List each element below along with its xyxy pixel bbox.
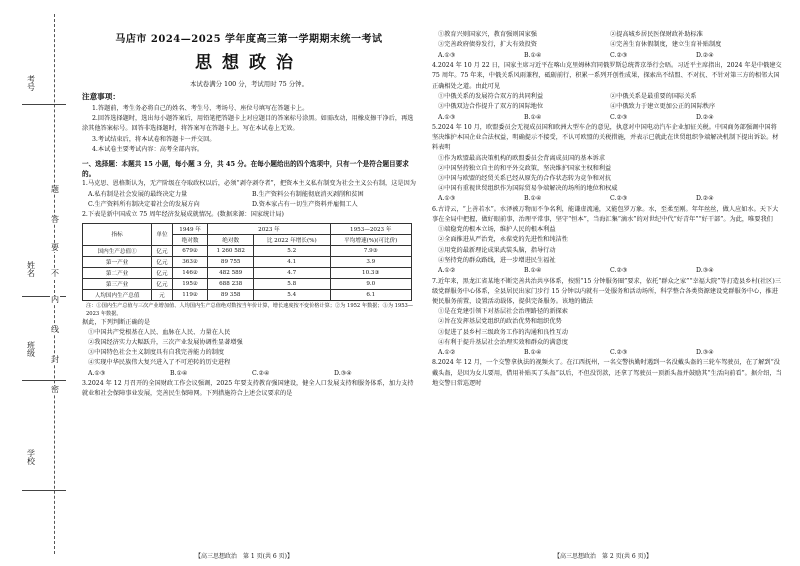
q1-option-d[interactable]: D.资本家占有一切生产资料并雇佣工人 [252, 201, 358, 209]
table-cell: 10.3③ [330, 267, 411, 278]
class-line[interactable] [22, 380, 66, 381]
school-label: 学校 [27, 449, 35, 466]
q6-choice-a[interactable]: A.①② [438, 267, 456, 275]
table-cell: 1 260 582 [208, 245, 254, 256]
q5-choices [432, 194, 782, 204]
table-row [83, 278, 412, 289]
subject-title: 思想政治 [195, 53, 303, 73]
q7-choices [432, 348, 782, 358]
note-item: 1.答题前，考生务必将自己的姓名、考生号、考场号、座位号填写在答题卡上。 [92, 105, 309, 112]
q6-stem: 6.古诗云，“上善若水”。水泽被万物而不争名利，能谦虚流通，又能包罗万象。水，至柔至刚。年年丝丝，做人应如水。天下大事在全局中把握，做好眼前事，治理平常事，坚守“恒本”，当海汇集“滴水”的对世纪中代“好青年”“好干部”。为此，唯要我们 [432, 205, 779, 224]
table-cell: 亿元 [152, 245, 173, 256]
q3-choice-b[interactable]: B.①④ [524, 51, 542, 59]
q5-choice-c[interactable]: C.②③ [610, 195, 628, 203]
table-cell: 第二产业 [83, 267, 152, 278]
seal-char: 不 [51, 269, 59, 278]
q7-statement: ①是在党建引领下对基层社会治理路径的新探索 [438, 308, 568, 316]
q2-table [82, 223, 412, 301]
seal-char: 线 [51, 325, 59, 334]
page-footer: 【高三思想政治 第 1 页(共 6 页)】 [195, 553, 293, 560]
q3-statement: ③完善政府债券发行，扩大有效投资 [438, 41, 537, 49]
q7-stem: 7.近年来，黑龙江省某地不断完善共治共享体系，按照“15 分钟服务圈”要求，依托“群众之家”“幸福大院”等打造县乡村(社区)三级党群服务中心体系，全县居民出家门步行 15 分钟以内就有一处服务和活动场所，科学整合各类资源建设党群服务中心，推进便民服务前置，设置活动载体，提供完备服务。该地的做法 [432, 277, 781, 305]
table-cell: 4.1 [253, 256, 330, 267]
table-row [83, 256, 412, 267]
q2-choice-b[interactable]: B.①④ [170, 369, 188, 377]
th-indicator: 指标 [83, 223, 152, 245]
seal-char: 封 [51, 355, 59, 364]
th-abs-1949: 绝对数 [172, 234, 208, 245]
q8-stem: 8.2024 年 12 月，一个交警拿执法的视频火了。在江西抚州，一名交警执勤时遇到一名没戴头盔的三轮车驾驶员，在了解到“没戴头盔，是因为女儿要用，借用补贴买了头盔”以后，不但没罚款，还拿了驾驶员一顶新头盔并鼓励其“生活向前看”。据介绍，当地交警日常巡逻时 [432, 359, 782, 387]
th-avg-growth: 平均增速(%)(可比价) [330, 234, 411, 245]
table-cell: 688 238 [208, 278, 254, 289]
q3-statement: ①教育兴则国家兴，教育强则国家强 [438, 31, 537, 38]
table-cell: 195② [172, 278, 208, 289]
q2-choices [82, 369, 416, 379]
table-cell: 9.0 [330, 278, 411, 289]
seal-char: 密 [51, 385, 59, 394]
q2-statement: ①中国共产党根基在人民、血脉在人民、力量在人民 [88, 328, 231, 336]
seal-char: 题 [51, 185, 59, 194]
exam-meta: 本试卷满分 100 分，考试用时 75 分钟。 [190, 80, 308, 88]
student-no-label: 考号 [27, 75, 35, 92]
q3-statements-row [432, 30, 782, 40]
q2-statement: ③中国特色社会主义制度具有自我完善能力的制度 [88, 349, 225, 357]
q2-choice-a[interactable]: A.①③ [88, 369, 106, 377]
seal-dashed-line [54, 14, 55, 554]
q1-options-row [82, 190, 416, 200]
table-cell: 89 358 [208, 289, 254, 300]
q6-statement: ②全面推进从严治党，永葆党的先进性和纯洁性 [438, 236, 568, 244]
table-cell: 146② [172, 267, 208, 278]
note-item: 4.本试卷主要考试内容：高考全部内容。 [92, 145, 204, 153]
q4-stem: 4.2024 年 10 月 22 日，国家主席习近平在喀山克里姆林宫同俄罗斯总统普京举行会晤。习近平主席指出，2024 年是中俄建交 75 周年。75 年来，中俄关系风雨兼程，砥砺前行，积累一系列开创性成果，探索出不结盟、不对抗、不针对第三方的相邻大国正确相处之道。由此可见 [432, 62, 782, 90]
table-cell: 89 755 [208, 256, 254, 267]
table-cell: 482 589 [208, 267, 254, 278]
table-cell: 亿元 [152, 256, 173, 267]
q4-choice-d[interactable]: D.②④ [696, 113, 714, 121]
q4-statements-row [432, 102, 782, 112]
q4-choice-c[interactable]: C.②③ [610, 113, 628, 121]
q5-statement: ④中国有重视世贸组织作为国际贸易争端解决的场所的地位和权威 [438, 185, 618, 193]
seal-char: 内 [51, 295, 59, 304]
q2-choice-d[interactable]: D.③④ [334, 369, 352, 377]
q3-statement: ②提高城乡居民医保财政补助标准 [610, 31, 703, 38]
table-header-row [83, 223, 412, 234]
q5-statement: ①作为欧盟最高决策机构的欧盟委员会背离成员国的基本诉求 [438, 154, 606, 162]
q1-stem: 1.马克思、恩格斯认为，无产阶级在夺取政权以后，必须“剥夺剥夺者”，把资本主义私有制变为社会主义公有制，这是因为 [82, 180, 416, 188]
table-note: 注：①国内生产总值与三次产业增加值、人均国内生产总值绝对数按当年价计算，增长速度按不变价格计算；②为 1952 年数据；③为 1953—2023 年数据。 [86, 302, 414, 317]
q6-statement: ③用党的最新理论成果武装头脑，指导行动 [438, 246, 556, 254]
table-cell: 元 [152, 289, 173, 300]
th-1953-2023: 1953—2023 年 [330, 223, 411, 234]
school-line[interactable] [22, 490, 66, 491]
q2-lead: 据此，下列判断正确的是 [82, 318, 151, 326]
q6-statement: ④坚持党的群众路线，进一步增进民生福祉 [438, 256, 556, 264]
th-growth: 比 2022 年增长(%) [253, 234, 330, 245]
q6-choice-c[interactable]: C.②③ [610, 267, 628, 275]
q7-choice-a[interactable]: A.①② [438, 348, 456, 356]
q7-choice-d[interactable]: D.③④ [696, 348, 714, 356]
q4-choice-b[interactable]: B.①④ [524, 113, 542, 121]
note-item: 2.回答选择题时，选出每小题答案后，用铅笔把答题卡上对应题目的答案标号涂黑。如需改动，用橡皮擦干净后，再选涂其他答案标号。回答非选择题时，将答案写在答题卡上。写在本试卷上无效。 [82, 115, 414, 133]
q1-options-row [82, 200, 416, 210]
binding-strip [0, 0, 70, 566]
q2-statement: ②我国经济实力大幅跃升，三次产业发展协调性显著增强 [88, 339, 243, 347]
page-2 [424, 0, 800, 566]
note-item: 3.考试结束后，将本试卷和答题卡一并交回。 [92, 135, 216, 143]
table-cell: 亿元 [152, 267, 173, 278]
seal-char: 答 [51, 215, 59, 224]
q4-statement: ②中俄关系是最重要的国际关系 [610, 92, 697, 100]
table-cell: 亿元 [152, 278, 173, 289]
q4-choice-a[interactable]: A.①③ [438, 113, 456, 121]
table-row [83, 289, 412, 300]
q5-choice-a[interactable]: A.①③ [438, 195, 456, 203]
table-row [83, 245, 412, 256]
table-cell: 6.1 [330, 289, 411, 300]
q6-choice-d[interactable]: D.③④ [696, 267, 714, 275]
seal-char: 要 [51, 243, 59, 252]
page-footer: 【高三思想政治 第 2 页(共 6 页)】 [554, 553, 652, 560]
q4-statement: ①中俄关系的发展符合双方的共同利益 [438, 92, 544, 100]
q4-choices [432, 113, 782, 123]
q4-statements-row [432, 92, 782, 102]
table-row [83, 267, 412, 278]
q5-choice-d[interactable]: D.②④ [696, 195, 714, 203]
th-unit: 单位 [152, 223, 173, 245]
q5-statement: ②中国坚持独立自主的和平外交政策，坚决维护国家主权和利益 [438, 164, 612, 172]
q6-choices [432, 266, 782, 276]
q3-statements-row [432, 40, 782, 50]
q4-statement: ④中俄致力于建立更加公正的国际秩序 [610, 103, 716, 111]
q1-option-c[interactable]: C.生产资料所有制决定着社会的发展方向 [88, 201, 200, 209]
table-cell: 119② [172, 289, 208, 300]
q6-choice-b[interactable]: B.①④ [524, 267, 542, 275]
q1-option-a[interactable]: A.私有制是社会发展的最终决定力量 [88, 190, 188, 198]
q5-statement: ③中国与欧盟的经贸关系已经从原先的合作状态转为竞争和对抗 [438, 175, 612, 183]
q3-choice-d[interactable]: D.②④ [696, 51, 714, 59]
q2-stem: 2.下表是新中国成立 75 周年经济发展成就情况。(数据来源：国家统计局) [82, 211, 284, 219]
table-cell: 3.9 [330, 256, 411, 267]
table-cell: 679② [172, 245, 208, 256]
table-cell: 第一产业 [83, 256, 152, 267]
q7-statement: ④有利于提升基层社会治理实效和群众的满意度 [438, 338, 568, 346]
table-cell: 第三产业 [83, 278, 152, 289]
q5-choice-b[interactable]: B.①④ [524, 195, 542, 203]
table-cell: 7.9③ [330, 245, 411, 256]
table-cell: 国内生产总值① [83, 245, 152, 256]
table-cell: 人均国内生产总值 [83, 289, 152, 300]
q2-statement: ④实现中华民族伟大复兴进入了不可逆转的历史进程 [88, 359, 231, 367]
q3-choices [432, 51, 782, 61]
q3-choice-a[interactable]: A.①③ [438, 51, 456, 59]
q3-choice-c[interactable]: C.②③ [610, 51, 628, 59]
page-1 [72, 0, 424, 566]
table-cell: 5.4 [253, 289, 330, 300]
q3-statement: ④完善生育休假制度，建立生育补贴制度 [610, 41, 722, 49]
notes-heading: 注意事项： [82, 92, 120, 101]
q7-choice-b[interactable]: B.①④ [524, 348, 542, 356]
student-no-line[interactable] [22, 104, 66, 105]
table-cell: 4.7 [253, 267, 330, 278]
class-label: 班级 [27, 341, 35, 358]
q2-choice-c[interactable]: C.②④ [252, 369, 270, 377]
section-heading: 一、选择题：本题共 15 小题，每小题 3 分，共 45 分。在每小题给出的四个选项中，只有一个是符合题目要求的。 [82, 160, 409, 179]
th-2023: 2023 年 [208, 223, 330, 234]
q7-statement: ③促进了县乡村三级政务工作的沟通和良性互动 [438, 328, 568, 336]
table-cell: 5.8 [253, 278, 330, 289]
table-cell: 5.2 [253, 245, 330, 256]
q4-statement: ③中俄双边合作提升了双方的国际地位 [438, 103, 544, 111]
th-1949: 1949 年 [172, 223, 208, 234]
th-abs-2023: 绝对数 [208, 234, 254, 245]
q5-stem: 5.2024 年 10 月，欧盟委员会无视成员国和欧洲大型车企的意见，执意对中国电动汽车企业加征关税。中国商务部强调中国将坚决维护本国企业合法权益，明确提示不接受，不认可欧盟的关税措施，并表示已就此在世贸组织争端解决机制下提出诉讼。材料表明 [432, 124, 779, 152]
q7-choice-c[interactable]: C.②③ [610, 348, 628, 356]
exam-title: 马店市 2024—2025 学年度高三第一学期期末统一考试 [115, 34, 383, 45]
table-cell: 363② [172, 256, 208, 267]
q7-statement: ②旨在发挥基层党组织的政治优势和组织优势 [438, 318, 562, 326]
q6-statement: ①端稳党的根本立场，维护人民的根本利益 [438, 226, 556, 234]
q3-stem: 3.2024 年 12 月召开的全国财政工作会议强调，2025 年要支持教育强国建设，健全人口发展支持和服务体系，加力支持就业和社会保障事业发展，完善民生保障网。下列措施符合上述会议要求的是 [82, 380, 414, 398]
q1-option-b[interactable]: B.生产资料公有制能彻底消灭剥削和贫困 [252, 190, 364, 198]
name-label: 姓名 [27, 261, 35, 278]
